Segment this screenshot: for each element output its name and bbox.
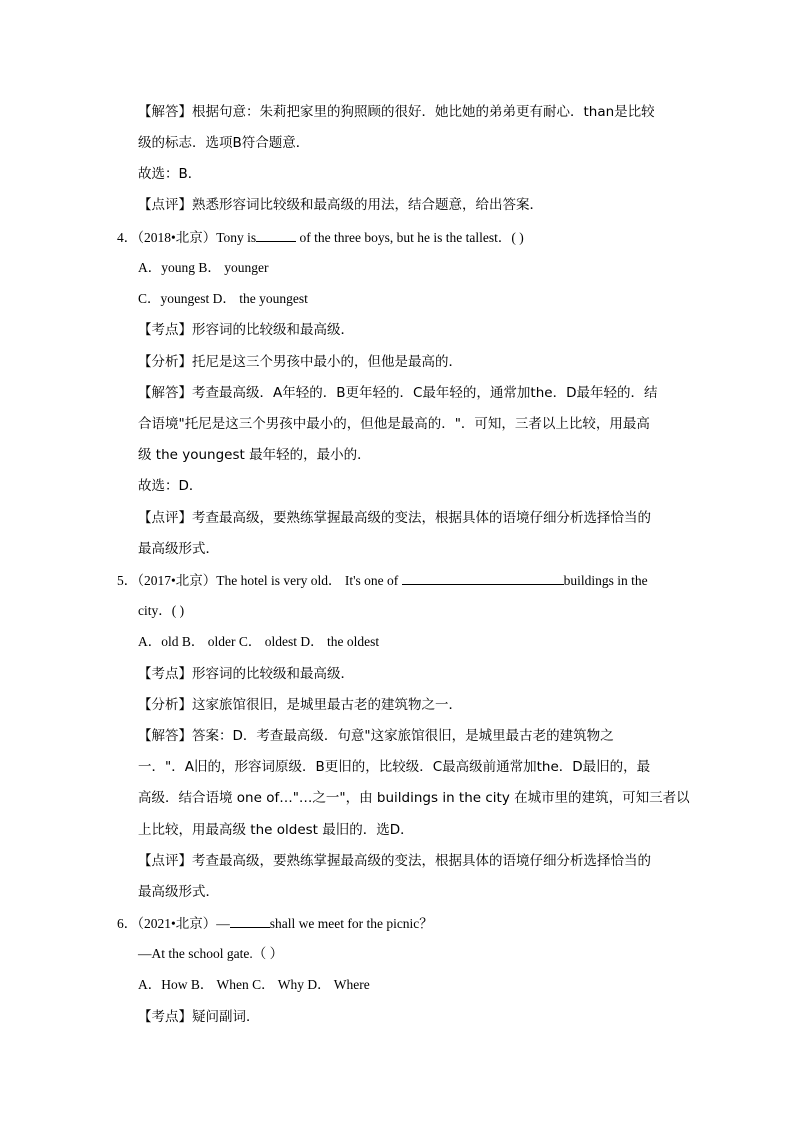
analysis-line: 【分析】这家旅馆很旧，是城里最古老的建筑物之一．: [138, 697, 462, 713]
topic-line: 【考点】形容词的比较级和最高级．: [138, 666, 354, 682]
topic-line: 【考点】形容词的比较级和最高级．: [138, 322, 354, 338]
question-5-stem: 5．（2017•北京）The hotel is very old． It's one of: [117, 573, 402, 588]
options-line: A．old B． older C． oldest D． the oldest: [138, 634, 380, 649]
question-6: [117, 913, 433, 934]
answer-blank: [230, 913, 270, 928]
options-line: A．young B． younger: [138, 260, 269, 275]
answer-line: 【解答】考查最高级．A年轻的．B更年轻的．C最年轻的，通常加the．D最年轻的．结: [138, 385, 658, 401]
question-6-response: —At the school gate.（ ）: [138, 946, 284, 961]
options-line: C．youngest D． the youngest: [138, 291, 308, 306]
options-line: A．How B． When C． Why D． Where: [138, 977, 370, 992]
answer-line: 【解答】根据句意：朱莉把家里的狗照顾的很好．她比她的弟弟更有耐心．than是比较: [138, 104, 655, 120]
question-6-tail: shall we meet for the picnic？: [269, 916, 433, 931]
question-6-stem: 6．（2021•北京）—: [117, 916, 230, 931]
comment-line: 【点评】考查最高级，要熟练掌握最高级的变法，根据具体的语境仔细分析选择恰当的: [138, 853, 651, 869]
question-5-continuation: city．( ): [138, 603, 185, 618]
question-5-tail: buildings in the: [563, 573, 648, 588]
question-4: [117, 227, 524, 248]
comment-line: 【点评】考查最高级，要熟练掌握最高级的变法，根据具体的语境仔细分析选择恰当的: [138, 510, 651, 526]
answer-line: 上比较，用最高级 the oldest 最旧的．选D．: [138, 822, 414, 838]
answer-line: 合语境"托尼是这三个男孩中最小的，但他是最高的．"．可知，三者以上比较，用最高: [138, 416, 650, 432]
question-4-stem: 4．（2018•北京）Tony is: [117, 230, 257, 245]
comment-line: 【点评】熟悉形容词比较级和最高级的用法，结合题意，给出答案．: [138, 197, 543, 213]
answer-line: 一．"．A旧的，形容词原级．B更旧的，比较级．C最高级前通常加the．D最旧的，最: [138, 759, 651, 775]
answer-blank: [402, 570, 564, 585]
answer-line: 级的标志．选项B符合题意．: [138, 135, 310, 151]
answer-line: 级 the youngest 最年轻的，最小的．: [138, 447, 371, 463]
conclusion-line: 故选：D．: [138, 478, 203, 494]
answer-line: 高级．结合语境 one of…"…之一"，由 buildings in the city 在城市里的建筑，可知三者以: [138, 790, 690, 806]
topic-line: 【考点】疑问副词．: [138, 1009, 260, 1025]
conclusion-line: 故选：B．: [138, 166, 202, 182]
comment-line: 最高级形式．: [138, 884, 219, 900]
comment-line: 最高级形式．: [138, 541, 219, 557]
question-4-tail: of the three boys, but he is the tallest．( ): [296, 230, 524, 245]
answer-line: 【解答】答案：D．考查最高级．句意"这家旅馆很旧，是城里最古老的建筑物之: [138, 728, 614, 744]
question-5: [117, 570, 648, 591]
answer-blank: [256, 227, 296, 242]
analysis-line: 【分析】托尼是这三个男孩中最小的，但他是最高的．: [138, 354, 462, 370]
